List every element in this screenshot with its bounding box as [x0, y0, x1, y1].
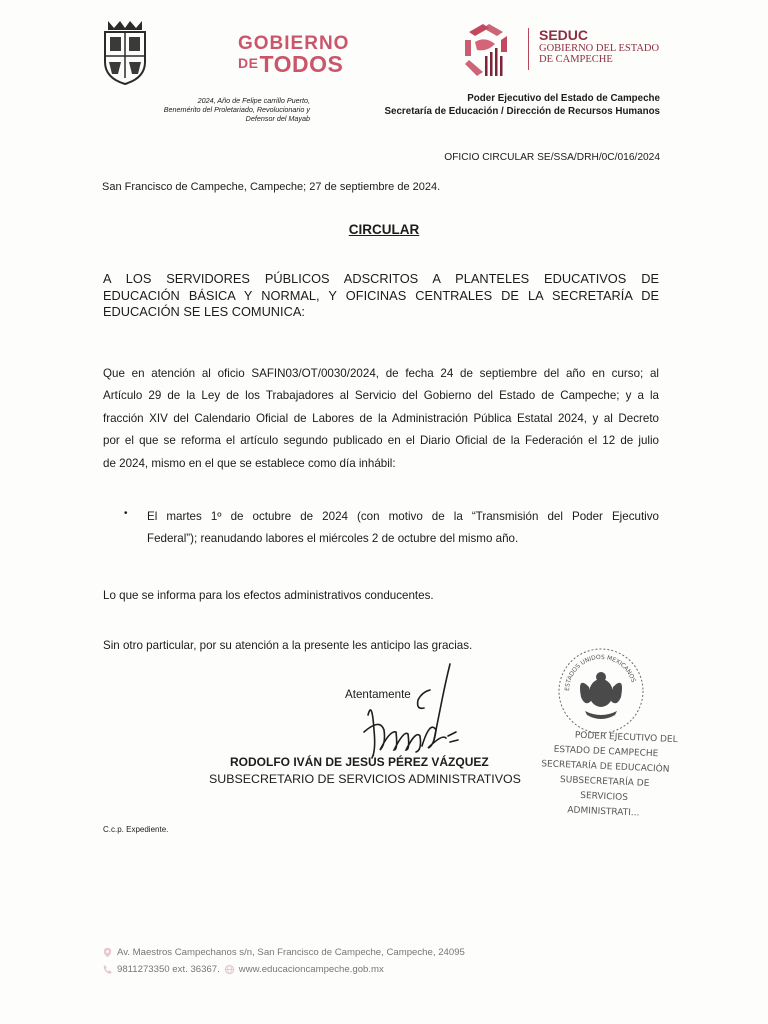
seduc-subtitle-line: GOBIERNO DEL ESTADO — [539, 42, 660, 54]
footer-address: Av. Maestros Campechanos s/n, San Francisco de Campeche, Campeche, 24095 — [117, 947, 465, 958]
paragraph-line: por el que se reforma el artículo segundo publicado en el Diario Oficial de la Federación el 12 de julio — [103, 434, 659, 448]
gobierno-logo-line1: GOBIERNO — [238, 33, 350, 54]
motto-line: 2024, Año de Felipe carrillo Puerto, — [197, 96, 310, 105]
dependency-line: Secretaría de Educación / Dirección de Recursos Humanos — [384, 106, 660, 118]
addressee — [103, 271, 659, 321]
closing-word: Atentamente — [345, 688, 411, 701]
gobierno-logo-todos: TODOS — [259, 51, 344, 77]
motto-line: Defensor del Mayab — [245, 114, 310, 123]
paragraph-line: de 2024, mismo en el que se establece como día inhábil: — [103, 456, 396, 470]
stamp-line: PODER EJECUTIVO DEL — [574, 730, 678, 746]
paragraph-line: fracción XIV del Calendario Oficial de Labores de la Administración Pública Estatal 2024, y al Decreto — [103, 411, 659, 425]
seduc-subtitle-line: DE CAMPECHE — [539, 53, 613, 65]
addressee-line: EDUCACIÓN SE LES COMUNICA: — [103, 304, 305, 320]
signer-title: SUBSECRETARIO DE SERVICIOS ADMINISTRATIVOS — [209, 772, 521, 786]
stamp-line: ESTADO DE CAMPECHE — [553, 744, 659, 760]
campeche-coat-of-arms-icon — [100, 18, 150, 86]
bullet-marker: • — [124, 508, 128, 519]
seduc-subtitle — [539, 43, 659, 65]
location-pin-icon — [102, 947, 113, 958]
bullet-line: El martes 1º de octubre de 2024 (con motivo de la “Transmisión del Poder Ejecutivo — [147, 510, 659, 523]
footer-address-row — [102, 944, 465, 961]
signer-name: RODOLFO IVÁN DE JESÚS PÉREZ VÁZQUEZ — [230, 755, 489, 769]
stamp-line: ADMINISTRATI... — [567, 805, 640, 819]
stamp-line: SERVICIOS — [579, 790, 629, 804]
addressee-line: A LOS SERVIDORES PÚBLICOS ADSCRITOS A PLANTELES EDUCATIVOS DE — [103, 271, 659, 286]
year-motto — [140, 96, 310, 123]
document-date: San Francisco de Campeche, Campeche; 27 de septiembre de 2024. — [102, 181, 441, 193]
oficio-number: OFICIO CIRCULAR SE/SSA/DRH/0C/016/2024 — [444, 152, 660, 163]
copy-notice: C.c.p. Expediente. — [103, 825, 169, 834]
closing-sentence: Sin otro particular, por su atención a la presente les anticipo las gracias. — [103, 639, 473, 652]
gobierno-de-todos-logo — [238, 34, 349, 76]
seduc-title: SEDUC — [539, 27, 589, 43]
footer-website[interactable]: www.educacioncampeche.gob.mx — [238, 964, 384, 975]
phone-icon — [102, 964, 113, 975]
paragraph-line: Artículo 29 de la Ley de los Trabajadores al Servicio del Gobierno del Estado de Campeche; y a la — [103, 389, 659, 403]
addressee-line: EDUCACIÓN BÁSICA Y NORMAL, Y OFICINAS CENTRALES DE LA SECRETARÍA DE — [103, 287, 659, 303]
informa-sentence: Lo que se informa para los efectos administrativos conducentes. — [103, 589, 434, 602]
footer-contact-row — [102, 961, 465, 978]
seduc-logo-text — [539, 28, 659, 65]
seduc-logo-icon — [463, 22, 521, 78]
paragraph-line: Que en atención al oficio SAFIN03/OT/0030/2024, de fecha 24 de septiembre del año en curso; al — [103, 367, 659, 380]
seduc-divider — [528, 28, 529, 70]
mexican-eagle-seal-icon — [555, 645, 647, 737]
footer-phone: 9811273350 ext. 36367. — [117, 964, 220, 975]
stamp-line: SECRETARÍA DE EDUCACIÓN — [541, 759, 670, 775]
bullet-item — [147, 506, 659, 551]
dependency-header — [385, 92, 661, 118]
motto-line: Benemérito del Proletariado, Revolucionario y — [163, 105, 310, 114]
body-paragraph — [103, 363, 659, 475]
stamp-line: SUBSECRETARÍA DE — [559, 775, 650, 789]
globe-icon — [224, 964, 235, 975]
dependency-line: Poder Ejecutivo del Estado de Campeche — [467, 93, 660, 104]
official-stamp-text — [528, 727, 682, 823]
footer — [102, 944, 465, 978]
seal-arc-text: ESTADOS UNIDOS MEXICANOS — [563, 653, 637, 692]
gobierno-logo-de: DE — [238, 55, 259, 71]
document-title: CIRCULAR — [348, 222, 420, 237]
gobierno-logo-line2 — [238, 53, 349, 76]
bullet-line: Federal”); reanudando labores el miércoles 2 de octubre del mismo año. — [147, 532, 519, 546]
